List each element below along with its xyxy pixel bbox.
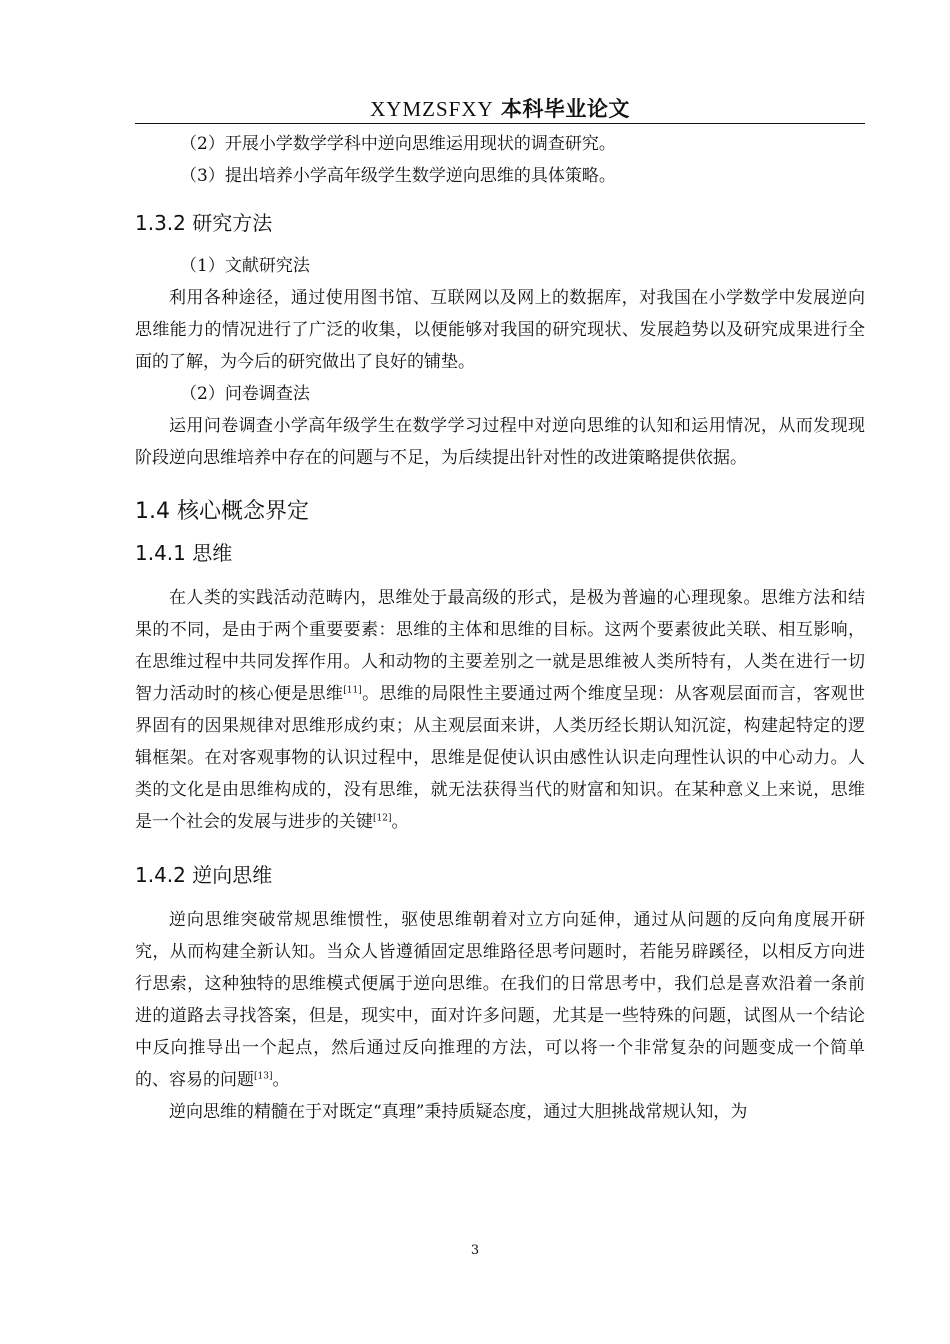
- paragraph-thinking: [135, 582, 865, 838]
- heading-1-4-1: 1.4.1 思维: [135, 541, 233, 565]
- citation-13: [13]: [254, 1071, 273, 1082]
- method-2-text: 运用问卷调查小学高年级学生在数学学习过程中对逆向思维的认知和运用情况，从而发现现阶段逆向思维培养中存在的问题与不足，为后续提出针对性的改进策略提供依据。: [135, 416, 865, 468]
- header-rule: [135, 123, 865, 124]
- heading-1-3-2: 1.3.2 研究方法: [135, 211, 273, 235]
- paragraph-reverse-end: 。: [272, 1070, 290, 1090]
- header-title: 本科毕业论文: [500, 97, 630, 121]
- citation-11: [11]: [343, 685, 362, 696]
- objective-2: （2）开展小学数学学科中逆向思维运用现状的调查研究。: [180, 134, 616, 154]
- paragraph-thinking-part2: 。思维的局限性主要通过两个维度呈现：从客观层面而言，客观世界固有的因果规律对思维形成约束；从主观层面来讲，人类历经长期认知沉淀，构建起特定的逻辑框架。在对客观事物的认识过程中，思维是促使认识由感性认识走向理性认识的中心动力。人类的文化是由思维构成的，没有思维，就无法获得当代的财富和知识。在某种意义上来说，思维是一个社会的发展与进步的关键: [135, 684, 866, 832]
- paragraph-thinking-end: 。: [391, 812, 409, 832]
- page-body: [135, 128, 865, 1128]
- header-latin: XYMZSFXY: [370, 97, 494, 121]
- method-2-label: （2）问卷调查法: [180, 384, 310, 404]
- paragraph-reverse-thinking: [135, 904, 865, 1096]
- page-header: [135, 96, 865, 122]
- paragraph-thinking-part1: 在人类的实践活动范畴内，思维处于最高级的形式，是极为普遍的心理现象。思维方法和结果的不同，是由于两个重要要素：思维的主体和思维的目标。这两个要素彼此关联、相互影响，在思维过程中共同发挥作用。人和动物的主要差别之一就是思维被人类所特有，人类在进行一切智力活动时的核心便是思维: [135, 588, 865, 704]
- heading-1-4-2: 1.4.2 逆向思维: [135, 863, 273, 887]
- paragraph-reverse-essence: 逆向思维的精髓在于对既定“真理”秉持质疑态度，通过大胆挑战常规认知，为: [169, 1102, 748, 1122]
- method-1-label: （1）文献研究法: [180, 256, 310, 276]
- method-1-text: 利用各种途径，通过使用图书馆、互联网以及网上的数据库，对我国在小学数学中发展逆向思维能力的情况进行了广泛的收集，以便能够对我国的研究现状、发展趋势以及研究成果进行全面的了解，为今后的研究做出了良好的铺垫。: [135, 288, 865, 372]
- objective-3: （3）提出培养小学高年级学生数学逆向思维的具体策略。: [180, 166, 616, 186]
- heading-1-4: 1.4 核心概念界定: [135, 499, 309, 524]
- citation-12: [12]: [373, 813, 392, 824]
- page-number: 3: [470, 1243, 480, 1258]
- paragraph-reverse-part1: 逆向思维突破常规思维惯性，驱使思维朝着对立方向延伸，通过从问题的反向角度展开研究，从而构建全新认知。当众人皆遵循固定思维路径思考问题时，若能另辟蹊径，以相反方向进行思索，这种独特的思维模式便属于逆向思维。在我们的日常思考中，我们总是喜欢沿着一条前进的道路去寻找答案，但是，现实中，面对许多问题，尤其是一些特殊的问题，试图从一个结论中反向推导出一个起点，然后通过反向推理的方法，可以将一个非常复杂的问题变成一个简单的、容易的问题: [135, 910, 865, 1090]
